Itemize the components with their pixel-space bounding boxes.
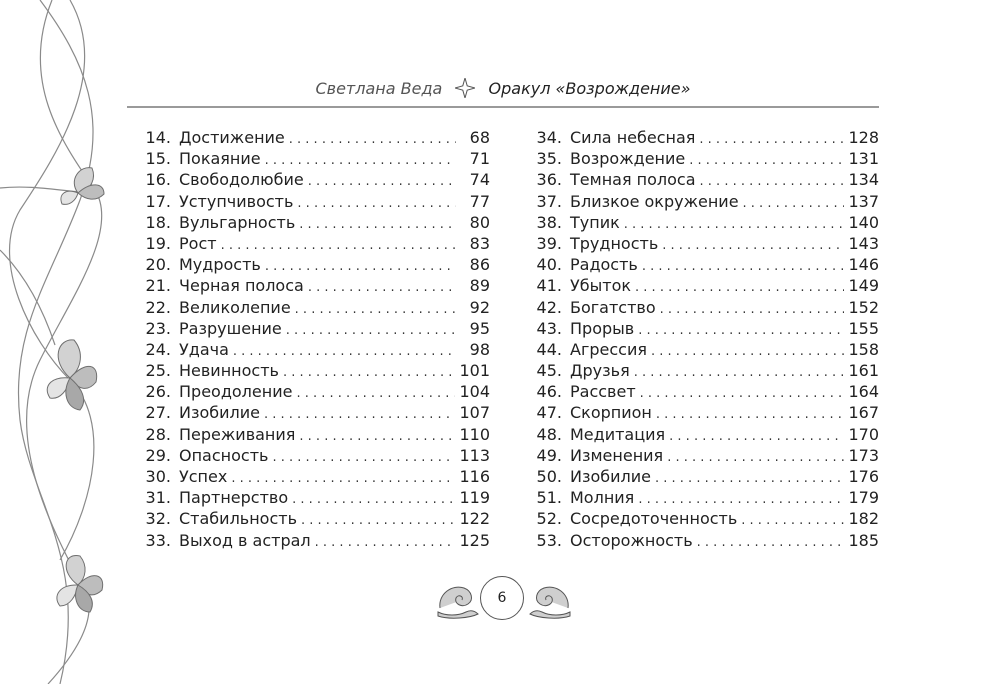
- toc-entry: [528, 233, 879, 254]
- toc-entry-title: Сосредоточенность: [570, 509, 738, 529]
- toc-entry-page: 74: [469, 170, 490, 190]
- toc-entry-title: Радость: [570, 255, 638, 275]
- toc-entry: [137, 212, 490, 233]
- page-number: 6: [480, 576, 524, 620]
- toc-entry-page: 152: [848, 297, 879, 317]
- toc-dot-leader: [667, 447, 844, 468]
- header-author: Светлана Веда: [315, 79, 443, 98]
- toc-dot-leader: [635, 277, 844, 298]
- toc-entry-number: 42.: [536, 297, 562, 317]
- toc-entry: [528, 445, 879, 466]
- toc-entry: [137, 530, 490, 551]
- toc-dot-leader: [624, 214, 845, 235]
- toc-entry: [528, 424, 879, 445]
- toc-entry-number: 34.: [536, 128, 562, 147]
- toc-dot-leader: [308, 277, 456, 298]
- toc-entry: [137, 466, 490, 487]
- toc-entry: [137, 148, 490, 169]
- toc-entry-number: 39.: [536, 233, 562, 253]
- toc-dot-leader: [638, 320, 844, 341]
- toc-dot-leader: [297, 193, 456, 214]
- toc-dot-leader: [741, 510, 844, 531]
- toc-entry-page: 104: [459, 382, 490, 402]
- toc-entry-page: 89: [469, 276, 490, 296]
- toc-entry: [528, 339, 879, 360]
- toc-entry-number: 17.: [145, 191, 171, 211]
- toc-entry-number: 33.: [145, 530, 171, 550]
- toc-entry: [137, 487, 490, 508]
- running-header: [127, 76, 879, 108]
- page-footer: [432, 576, 572, 626]
- toc-entry-number: 15.: [145, 149, 171, 169]
- toc-entry-title: Изменения: [570, 445, 664, 465]
- toc-entry: [528, 318, 879, 339]
- toc-dot-leader: [299, 214, 456, 235]
- toc-entry-title: Успех: [179, 467, 228, 486]
- toc-entry: [137, 254, 490, 275]
- toc-entry-page: 143: [848, 233, 879, 253]
- toc-entry-page: 176: [848, 467, 879, 486]
- toc-dot-leader: [634, 362, 845, 383]
- toc-entry-title: Мудрость: [179, 255, 261, 275]
- toc-dot-leader: [286, 320, 456, 341]
- toc-entry-number: 53.: [536, 530, 562, 550]
- toc-entry-title: Переживания: [179, 424, 296, 444]
- toc-entry-page: 137: [848, 191, 879, 211]
- toc-entry-page: 170: [848, 424, 879, 444]
- toc-entry-title: Медитация: [570, 424, 666, 444]
- toc-entry: [137, 424, 490, 445]
- toc-entry: [528, 148, 879, 169]
- toc-entry-page: 122: [459, 509, 490, 529]
- toc-entry-page: 95: [469, 318, 490, 338]
- toc-dot-leader: [655, 468, 844, 489]
- toc-entry-number: 23.: [145, 318, 171, 338]
- toc-dot-leader: [301, 510, 455, 531]
- toc-entry-number: 41.: [536, 276, 562, 296]
- toc-entry-number: 36.: [536, 170, 562, 190]
- toc-entry-page: 140: [848, 212, 879, 232]
- toc-entry: [528, 297, 879, 318]
- toc-entry-number: 22.: [145, 297, 171, 317]
- toc-entry-number: 40.: [536, 255, 562, 275]
- toc-dot-leader: [233, 341, 456, 362]
- toc-entry-page: 149: [848, 276, 879, 296]
- toc-dot-leader: [289, 129, 456, 150]
- toc-entry-title: Убыток: [570, 276, 632, 296]
- toc-entry: [528, 402, 879, 423]
- toc-entry-number: 44.: [536, 339, 562, 359]
- toc-entry-page: 80: [469, 212, 490, 232]
- toc-entry-number: 27.: [145, 403, 171, 423]
- toc-entry-number: 19.: [145, 233, 171, 253]
- toc-entry-title: Рост: [179, 233, 217, 253]
- toc-dot-leader: [697, 532, 845, 553]
- toc-entry-number: 31.: [145, 488, 171, 508]
- toc-entry-title: Опасность: [179, 445, 269, 465]
- toc-entry-number: 29.: [145, 445, 171, 465]
- toc-entry: [137, 127, 490, 148]
- toc-entry-page: 128: [848, 128, 879, 147]
- toc-dot-leader: [656, 404, 845, 425]
- toc-entry-number: 51.: [536, 488, 562, 508]
- toc-entry-page: 77: [469, 191, 490, 211]
- toc-dot-leader: [699, 129, 844, 150]
- toc-entry-title: Скорпион: [570, 403, 652, 423]
- toc-entry: [137, 169, 490, 190]
- toc-entry-page: 161: [848, 361, 879, 381]
- toc-entry-title: Невинность: [179, 361, 279, 381]
- toc-entry: [528, 275, 879, 296]
- toc-dot-leader: [296, 383, 455, 404]
- toc-entry: [137, 297, 490, 318]
- toc-entry-title: Стабильность: [179, 509, 298, 529]
- toc-entry-page: 71: [469, 149, 490, 169]
- toc-dot-leader: [292, 489, 455, 510]
- toc-entry-page: 158: [848, 339, 879, 359]
- toc-dot-leader: [743, 193, 845, 214]
- toc-entry: [528, 212, 879, 233]
- toc-entry-number: 14.: [145, 128, 171, 147]
- toc-entry-title: Богатство: [570, 297, 656, 317]
- floral-vine-ornament: [0, 0, 140, 684]
- toc-entry-title: Покаяние: [179, 149, 261, 169]
- toc-entry-number: 26.: [145, 382, 171, 402]
- toc-entry-title: Рассвет: [570, 382, 636, 402]
- toc-dot-leader: [660, 299, 845, 320]
- toc-entry-number: 21.: [145, 276, 171, 296]
- toc-entry: [137, 191, 490, 212]
- toc-entry-title: Трудность: [570, 233, 659, 253]
- toc-dot-leader: [272, 447, 455, 468]
- toc-entry-number: 48.: [536, 424, 562, 444]
- toc-entry-page: 125: [459, 530, 490, 550]
- toc-entry: [528, 487, 879, 508]
- toc-entry-title: Молния: [570, 488, 635, 508]
- swirl-ornament-icon: [436, 578, 480, 620]
- toc-entry-title: Агрессия: [570, 339, 647, 359]
- toc-entry-page: 107: [459, 403, 490, 423]
- toc-dot-leader: [700, 171, 845, 192]
- toc-entry-title: Выход в астрал: [179, 530, 311, 550]
- toc-dot-leader: [299, 426, 455, 447]
- toc-entry: [137, 381, 490, 402]
- toc-entry-page: 185: [848, 530, 879, 550]
- toc-entry-number: 47.: [536, 403, 562, 423]
- toc-entry-number: 30.: [145, 467, 171, 486]
- toc-entry-page: 134: [848, 170, 879, 190]
- toc-entry-number: 49.: [536, 445, 562, 465]
- toc-entry-title: Осторожность: [570, 530, 693, 550]
- toc-entry-page: 182: [848, 509, 879, 529]
- toc-entry-page: 119: [459, 488, 490, 508]
- toc-entry-title: Близкое окружение: [570, 191, 739, 211]
- swirl-ornament-icon: [528, 578, 572, 620]
- toc-column-left: [137, 127, 490, 551]
- toc-entry-page: 83: [469, 233, 490, 253]
- toc-entry-page: 167: [848, 403, 879, 423]
- toc-entry-number: 18.: [145, 212, 171, 232]
- toc-dot-leader: [295, 299, 456, 320]
- toc-entry: [528, 530, 879, 551]
- toc-entry-page: 131: [848, 149, 879, 169]
- toc-dot-leader: [638, 489, 844, 510]
- toc-entry-title: Изобилие: [570, 467, 651, 486]
- toc-dot-leader: [669, 426, 844, 447]
- toc-entry-number: 35.: [536, 149, 562, 169]
- toc-entry-title: Великолепие: [179, 297, 291, 317]
- toc-entry-title: Вульгарность: [179, 212, 296, 232]
- toc-dot-leader: [283, 362, 455, 383]
- toc-entry-number: 46.: [536, 382, 562, 402]
- toc-entry-page: 155: [848, 318, 879, 338]
- header-book-title: Оракул «Возрождение»: [488, 79, 691, 98]
- toc-entry-number: 45.: [536, 361, 562, 381]
- toc-entry-title: Разрушение: [179, 318, 282, 338]
- toc-dot-leader: [265, 256, 456, 277]
- toc-entry-title: Свободолюбие: [179, 170, 304, 190]
- toc-entry-page: 101: [459, 361, 490, 381]
- toc-entry-title: Друзья: [570, 361, 630, 381]
- toc-entry-number: 16.: [145, 170, 171, 190]
- toc-entry: [137, 402, 490, 423]
- toc-dot-leader: [689, 150, 844, 171]
- toc-entry-page: 68: [469, 128, 490, 147]
- toc-entry-page: 173: [848, 445, 879, 465]
- toc-entry: [528, 127, 879, 148]
- toc-entry: [528, 508, 879, 529]
- toc-dot-leader: [265, 150, 456, 171]
- toc-entry-title: Черная полоса: [179, 276, 304, 296]
- toc-entry-title: Преодоление: [179, 382, 293, 402]
- toc-entry: [528, 191, 879, 212]
- toc-dot-leader: [264, 404, 455, 425]
- toc-entry-title: Прорыв: [570, 318, 635, 338]
- toc-dot-leader: [221, 235, 456, 256]
- toc-entry-number: 25.: [145, 361, 171, 381]
- toc-entry: [137, 445, 490, 466]
- toc-entry: [137, 508, 490, 529]
- four-point-star-icon: [455, 78, 475, 98]
- toc-entry-page: 164: [848, 382, 879, 402]
- toc-entry-page: 146: [848, 255, 879, 275]
- toc-entry: [528, 466, 879, 487]
- toc-entry-title: Изобилие: [179, 403, 260, 423]
- toc-entry: [137, 360, 490, 381]
- toc-entry-page: 110: [459, 424, 490, 444]
- toc-entry-number: 28.: [145, 424, 171, 444]
- toc-entry: [528, 360, 879, 381]
- toc-entry-title: Темная полоса: [570, 170, 696, 190]
- toc-dot-leader: [231, 468, 455, 489]
- toc-entry-page: 98: [469, 339, 490, 359]
- header-line: [127, 78, 879, 98]
- toc-entry-title: Удача: [179, 339, 229, 359]
- toc-dot-leader: [315, 532, 456, 553]
- toc-entry: [528, 254, 879, 275]
- toc-dot-leader: [640, 383, 845, 404]
- toc-entry-number: 24.: [145, 339, 171, 359]
- toc-dot-leader: [308, 171, 456, 192]
- toc-entry-title: Партнерство: [179, 488, 289, 508]
- toc-entry: [137, 275, 490, 296]
- toc-entry-page: 86: [469, 255, 490, 275]
- toc-entry-number: 50.: [536, 467, 562, 486]
- toc-entry-title: Достижение: [179, 128, 285, 147]
- toc-entry-title: Уступчивость: [179, 191, 294, 211]
- toc-dot-leader: [662, 235, 844, 256]
- toc-entry-page: 179: [848, 488, 879, 508]
- toc-entry-page: 116: [459, 467, 490, 486]
- toc-entry-title: Возрождение: [570, 149, 686, 169]
- toc-entry-page: 92: [469, 297, 490, 317]
- toc-dot-leader: [651, 341, 844, 362]
- toc-entry-page: 113: [459, 445, 490, 465]
- toc-column-right: [528, 127, 879, 551]
- toc-entry-number: 43.: [536, 318, 562, 338]
- toc-entry: [137, 318, 490, 339]
- toc-entry: [137, 339, 490, 360]
- toc-entry: [137, 233, 490, 254]
- toc-entry-number: 20.: [145, 255, 171, 275]
- toc-entry-number: 38.: [536, 212, 562, 232]
- toc-entry-title: Тупик: [570, 212, 620, 232]
- toc-entry: [528, 169, 879, 190]
- toc-entry-title: Сила небесная: [570, 128, 696, 147]
- toc-entry: [528, 381, 879, 402]
- toc-dot-leader: [642, 256, 845, 277]
- toc-entry-number: 37.: [536, 191, 562, 211]
- toc-entry-number: 32.: [145, 509, 171, 529]
- toc-entry-number: 52.: [536, 509, 562, 529]
